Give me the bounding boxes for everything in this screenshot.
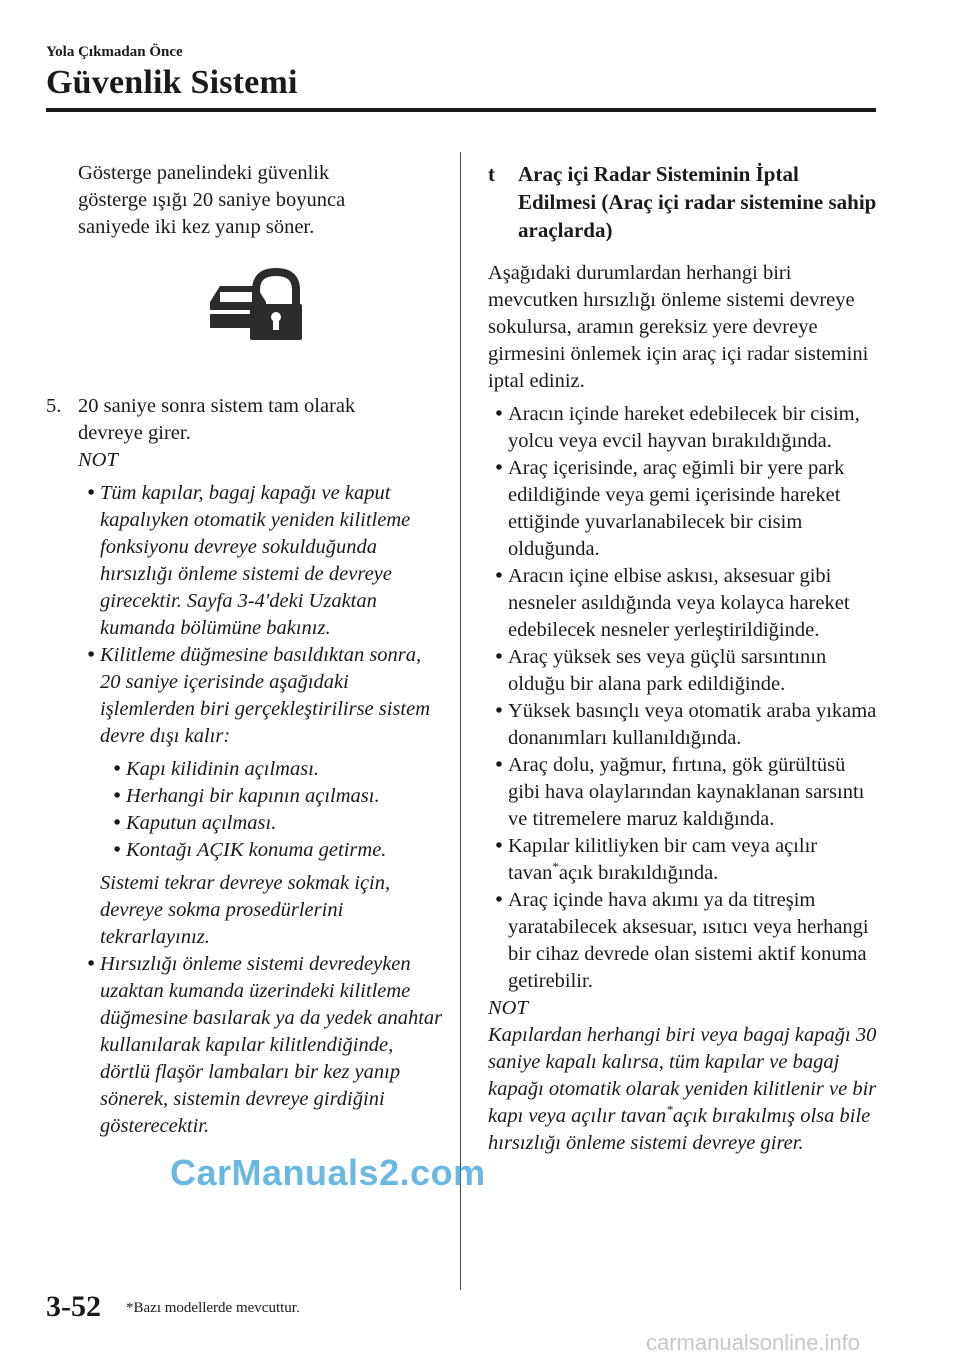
- sub-list: [100, 756, 446, 864]
- right-column: [488, 160, 878, 1157]
- footnote: *Bazı modellerde mevcuttur.: [126, 1300, 300, 1316]
- bullet-icon: •: [87, 644, 95, 666]
- list-item: [492, 401, 878, 455]
- list-item: [84, 951, 446, 1140]
- list-item-text: Araç içinde hava akımı ya da titreşim yaratabilecek aksesuar, ısıtıcı veya herhangi bir cihaz devrede olan sistemi aktif konuma getirebilir.: [508, 889, 869, 992]
- list-item-text: Aracın içine elbise askısı, aksesuar gibi nesneler asıldığında veya kolayca hareket edebilecek nesneler yerleştirildiğinde.: [508, 565, 850, 641]
- list-item-text: Araç içerisinde, araç eğimli bir yere park edildiğinde veya gemi içerisinde hareket ettiğinde yuvarlanabilecek bir cisim olduğunda.: [508, 457, 845, 560]
- note-list: [46, 480, 446, 1140]
- note-text-part: açık bırakılmış olsa bile hırsızlığı önleme sistemi devreye girer.: [488, 1105, 871, 1154]
- footnote-marker: *: [666, 1102, 673, 1118]
- list-item-text: Yüksek basınçlı veya otomatik araba yıkama donanımları kullanıldığında.: [508, 700, 877, 749]
- list-item-text: Araç dolu, yağmur, fırtına, gök gürültüsü gibi hava olaylarından kaynaklanan sarsıntı ve titremelere maruz kaldığında.: [508, 754, 865, 830]
- list-item-text: Kapılar kilitliyken bir cam veya açılır tavan: [508, 835, 818, 884]
- list-item-text: Aracın içinde hareket edebilecek bir cisim, yolcu veya evcil hayvan bırakıldığında.: [508, 403, 860, 452]
- bullet-icon: •: [495, 565, 503, 587]
- bullet-icon: •: [87, 953, 95, 975]
- condition-list: [488, 401, 878, 995]
- bullet-icon: •: [495, 835, 503, 857]
- note-text: [488, 1022, 878, 1157]
- note-bullet-2-followup: Sistemi tekrar devreye sokmak için, devreye sokma prosedürlerini tekrarlayınız.: [100, 872, 391, 948]
- sub-item: [110, 810, 446, 837]
- note-bullet-1: Tüm kapılar, bagaj kapağı ve kaput kapalıyken otomatik yeniden kilitleme fonksiyonu devreye sokulduğunda hırsızlığı önleme sistemi de devreye girecektir. Sayfa 3-4'deki Uzaktan kumanda bölümüne bakınız.: [100, 482, 411, 639]
- list-item-text: açık bırakıldığında.: [558, 862, 719, 884]
- site-watermark: carmanualsonline.info: [646, 1330, 861, 1355]
- intro-paragraph: Gösterge panelindeki güvenlik gösterge ışığı 20 saniye boyunca saniyede iki kez yanıp söner.: [78, 162, 346, 238]
- bullet-icon: •: [495, 403, 503, 425]
- footnote-marker: *: [552, 859, 559, 875]
- heading-marker: t: [488, 162, 495, 186]
- sub-item: [110, 783, 446, 810]
- list-item: [492, 455, 878, 563]
- bullet-icon: •: [495, 700, 503, 722]
- list-item: [84, 642, 446, 951]
- bullet-icon: •: [495, 457, 503, 479]
- note-bullet-2: Kilitleme düğmesine basıldıktan sonra, 20 saniye içerisinde aşağıdaki işlemlerden biri gerçekleştirilirse sistem devre dışı kalır:: [100, 644, 431, 747]
- bullet-icon: •: [495, 646, 503, 668]
- section-title: Yola Çıkmadan Önce: [46, 44, 183, 60]
- list-item: [492, 887, 878, 995]
- bullet-icon: •: [87, 482, 95, 504]
- sub-item-text: Herhangi bir kapının açılması.: [126, 785, 380, 807]
- sub-item-text: Kapı kilidinin açılması.: [126, 758, 320, 780]
- chapter-title: Güvenlik Sistemi: [46, 64, 298, 101]
- page-number: 3-52: [46, 1290, 101, 1323]
- bullet-icon: •: [113, 758, 121, 780]
- note-label: NOT: [488, 997, 528, 1019]
- column-divider: [460, 152, 461, 1290]
- sub-item-text: Kaputun açılması.: [126, 812, 277, 834]
- list-item: [492, 752, 878, 833]
- note-label: NOT: [78, 449, 118, 471]
- sub-item: [110, 837, 446, 864]
- sub-item: [110, 756, 446, 783]
- watermark-logo: CarManuals2.com: [170, 1152, 486, 1193]
- list-item: [492, 563, 878, 644]
- section-heading: [488, 160, 878, 244]
- heading-text: Araç içi Radar Sisteminin İptal Edilmesi (Araç içi radar sistemine sahip araçlarda): [518, 162, 877, 242]
- security-indicator-icon: [206, 268, 302, 340]
- bullet-icon: •: [113, 839, 121, 861]
- list-item-text: Araç yüksek ses veya güçlü sarsıntının olduğu bir alana park edildiğinde.: [508, 646, 827, 695]
- list-item: [492, 698, 878, 752]
- list-item: [492, 833, 878, 887]
- note-bullet-3: Hırsızlığı önleme sistemi devredeyken uzaktan kumanda üzerindeki kilitleme düğmesine basılarak ya da yedek anahtar kullanılarak kapılar kilitlendiğinde, dörtlü flaşör lambaları bir kez yanıp sönerek, sistemin devreye girdiğini gösterecektir.: [100, 953, 443, 1137]
- bullet-icon: •: [113, 812, 121, 834]
- bullet-icon: •: [113, 785, 121, 807]
- sub-item-text: Kontağı AÇIK konuma getirme.: [126, 839, 387, 861]
- header-rule: [46, 108, 876, 112]
- step-text: 20 saniye sonra sistem tam olarak devreye girer.: [78, 395, 356, 444]
- list-item: [84, 480, 446, 642]
- car-lock-icon: [206, 268, 302, 340]
- note-text-part: Kapılardan herhangi biri veya bagaj kapağı 30 saniye kapalı kalırsa, tüm kapılar ve bagaj kapağı otomatik olarak yeniden kilitlenir ve bir kapı veya açılır tavan: [488, 1024, 877, 1127]
- step-number: 5.: [46, 395, 62, 417]
- bullet-icon: •: [495, 889, 503, 911]
- list-item: [492, 644, 878, 698]
- step-5: [46, 393, 446, 447]
- right-intro: Aşağıdaki durumlardan herhangi biri mevcutken hırsızlığı önleme sistemi devreye sokulursa, aramın gereksiz yere devreye girmesini önlemek için araç içi radar sistemini iptal ediniz.: [488, 262, 869, 392]
- bullet-icon: •: [495, 754, 503, 776]
